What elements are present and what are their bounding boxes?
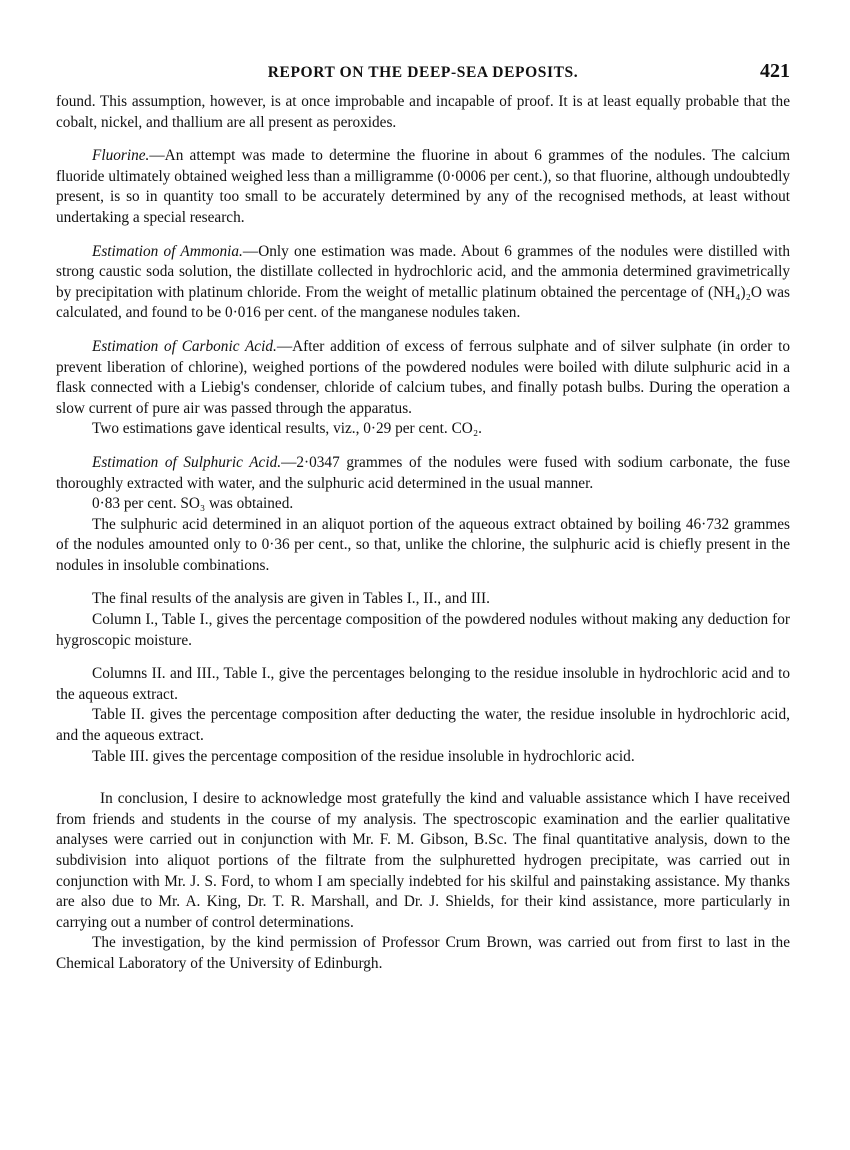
section-heading: Estimation of Ammonia. bbox=[92, 242, 243, 260]
body-text bbox=[56, 92, 790, 975]
paragraph: The final results of the analysis are given in Tables I., II., and III. bbox=[92, 590, 490, 608]
paragraph-carbonic-acid bbox=[56, 337, 790, 419]
paragraph: Table II. gives the percentage composition after deducting the water, the residue insoluble in hydrochloric acid, and the aqueous extract. bbox=[56, 706, 790, 745]
section-heading: Estimation of Sulphuric Acid. bbox=[92, 453, 282, 471]
paragraph-text: —After addition of excess of ferrous sulphate and of silver sulphate (in order to prevent liberation of chlorine), weighed portions of the powdered nodules were boiled with dilute sulphuric acid in a flask connected with a Liebig's condenser, chloride of calcium tubes, and finally potash bulbs. During the operation a slow current of pure air was passed through the apparatus. bbox=[56, 337, 790, 417]
paragraph-ammonia bbox=[56, 242, 790, 324]
running-header bbox=[56, 0, 790, 92]
paragraph-text: —Only one estimation was made. About 6 grammes of the nodules were distilled with strong caustic soda solution, the distillate collected in hydrochloric acid, and the ammonia determined gravimetrically by precipitation with platinum chloride. From the weight of metallic platinum obtained the percentage of (NH₄)₂O was calculated, and found to be 0·016 per cent. of the manganese nodules taken. bbox=[56, 242, 790, 322]
paragraph-sulphuric-acid bbox=[56, 453, 790, 494]
paragraph-acknowledgement: In conclusion, I desire to acknowledge most gratefully the kind and valuable assistance which I have received from friends and students in the course of my analysis. The spectroscopic examination and the earlier qualitative analyses were carried out in conjunction with Mr. F. M. Gibson, B.Sc. The final quantitative analysis, down to the subdivision into aliquot portions of the filtrate from the sulphuretted hydrogen precipitate, was carried out in conjunction with Mr. J. S. Ford, to whom I am specially indebted for his skilful and painstaking assistance. My thanks are also due to Mr. A. King, Dr. T. R. Marshall, and Dr. J. Shields, for their kind assistance, more particularly in carrying out a number of control determinations. bbox=[56, 790, 790, 931]
paragraph: Two estimations gave identical results, viz., 0·29 per cent. CO₂. bbox=[92, 420, 482, 438]
running-title: REPORT ON THE DEEP-SEA DEPOSITS. bbox=[267, 64, 579, 81]
paragraph: The sulphuric acid determined in an aliquot portion of the aqueous extract obtained by boiling 46·732 grammes of the nodules amounted only to 0·36 per cent., so that, unlike the chlorine, the sulphuric acid is chiefly present in the nodules in insoluble combinations. bbox=[56, 515, 790, 574]
paragraph-fluorine bbox=[56, 146, 790, 228]
paragraph-text: —An attempt was made to determine the fluorine in about 6 grammes of the nodules. The calcium fluoride ultimately obtained weighed less than a milligramme (0·0006 per cent.), so that fluorine, although undoubtedly present, is so in quantity too small to be accurately determined by any of the recognised methods, at least without undertaking a special research. bbox=[56, 147, 790, 226]
paragraph: Columns II. and III., Table I., give the percentages belonging to the residue insoluble in hydrochloric acid and to the aqueous extract. bbox=[56, 665, 790, 703]
page-number: 421 bbox=[760, 60, 790, 82]
paragraph: 0·83 per cent. SO₃ was obtained. bbox=[92, 495, 294, 513]
section-heading: Fluorine. bbox=[92, 147, 150, 165]
section-heading: Estimation of Carbonic Acid. bbox=[92, 337, 277, 355]
paragraph-text: —2·0347 grammes of the nodules were fused with sodium carbonate, the fuse thoroughly extracted with water, and the sulphuric acid determined in the usual manner. bbox=[56, 453, 790, 492]
paragraph: The investigation, by the kind permission of Professor Crum Brown, was carried out from first to last in the Chemical Laboratory of the University of Edinburgh. bbox=[56, 934, 790, 972]
paragraph: Column I., Table I., gives the percentage composition of the powdered nodules without making any deduction for hygroscopic moisture. bbox=[56, 611, 790, 649]
paragraph: found. This assumption, however, is at once improbable and incapable of proof. It is at least equally probable that the cobalt, nickel, and thallium are all present as peroxides. bbox=[56, 93, 790, 131]
paragraph: Table III. gives the percentage composition of the residue insoluble in hydrochloric acid. bbox=[92, 747, 635, 765]
